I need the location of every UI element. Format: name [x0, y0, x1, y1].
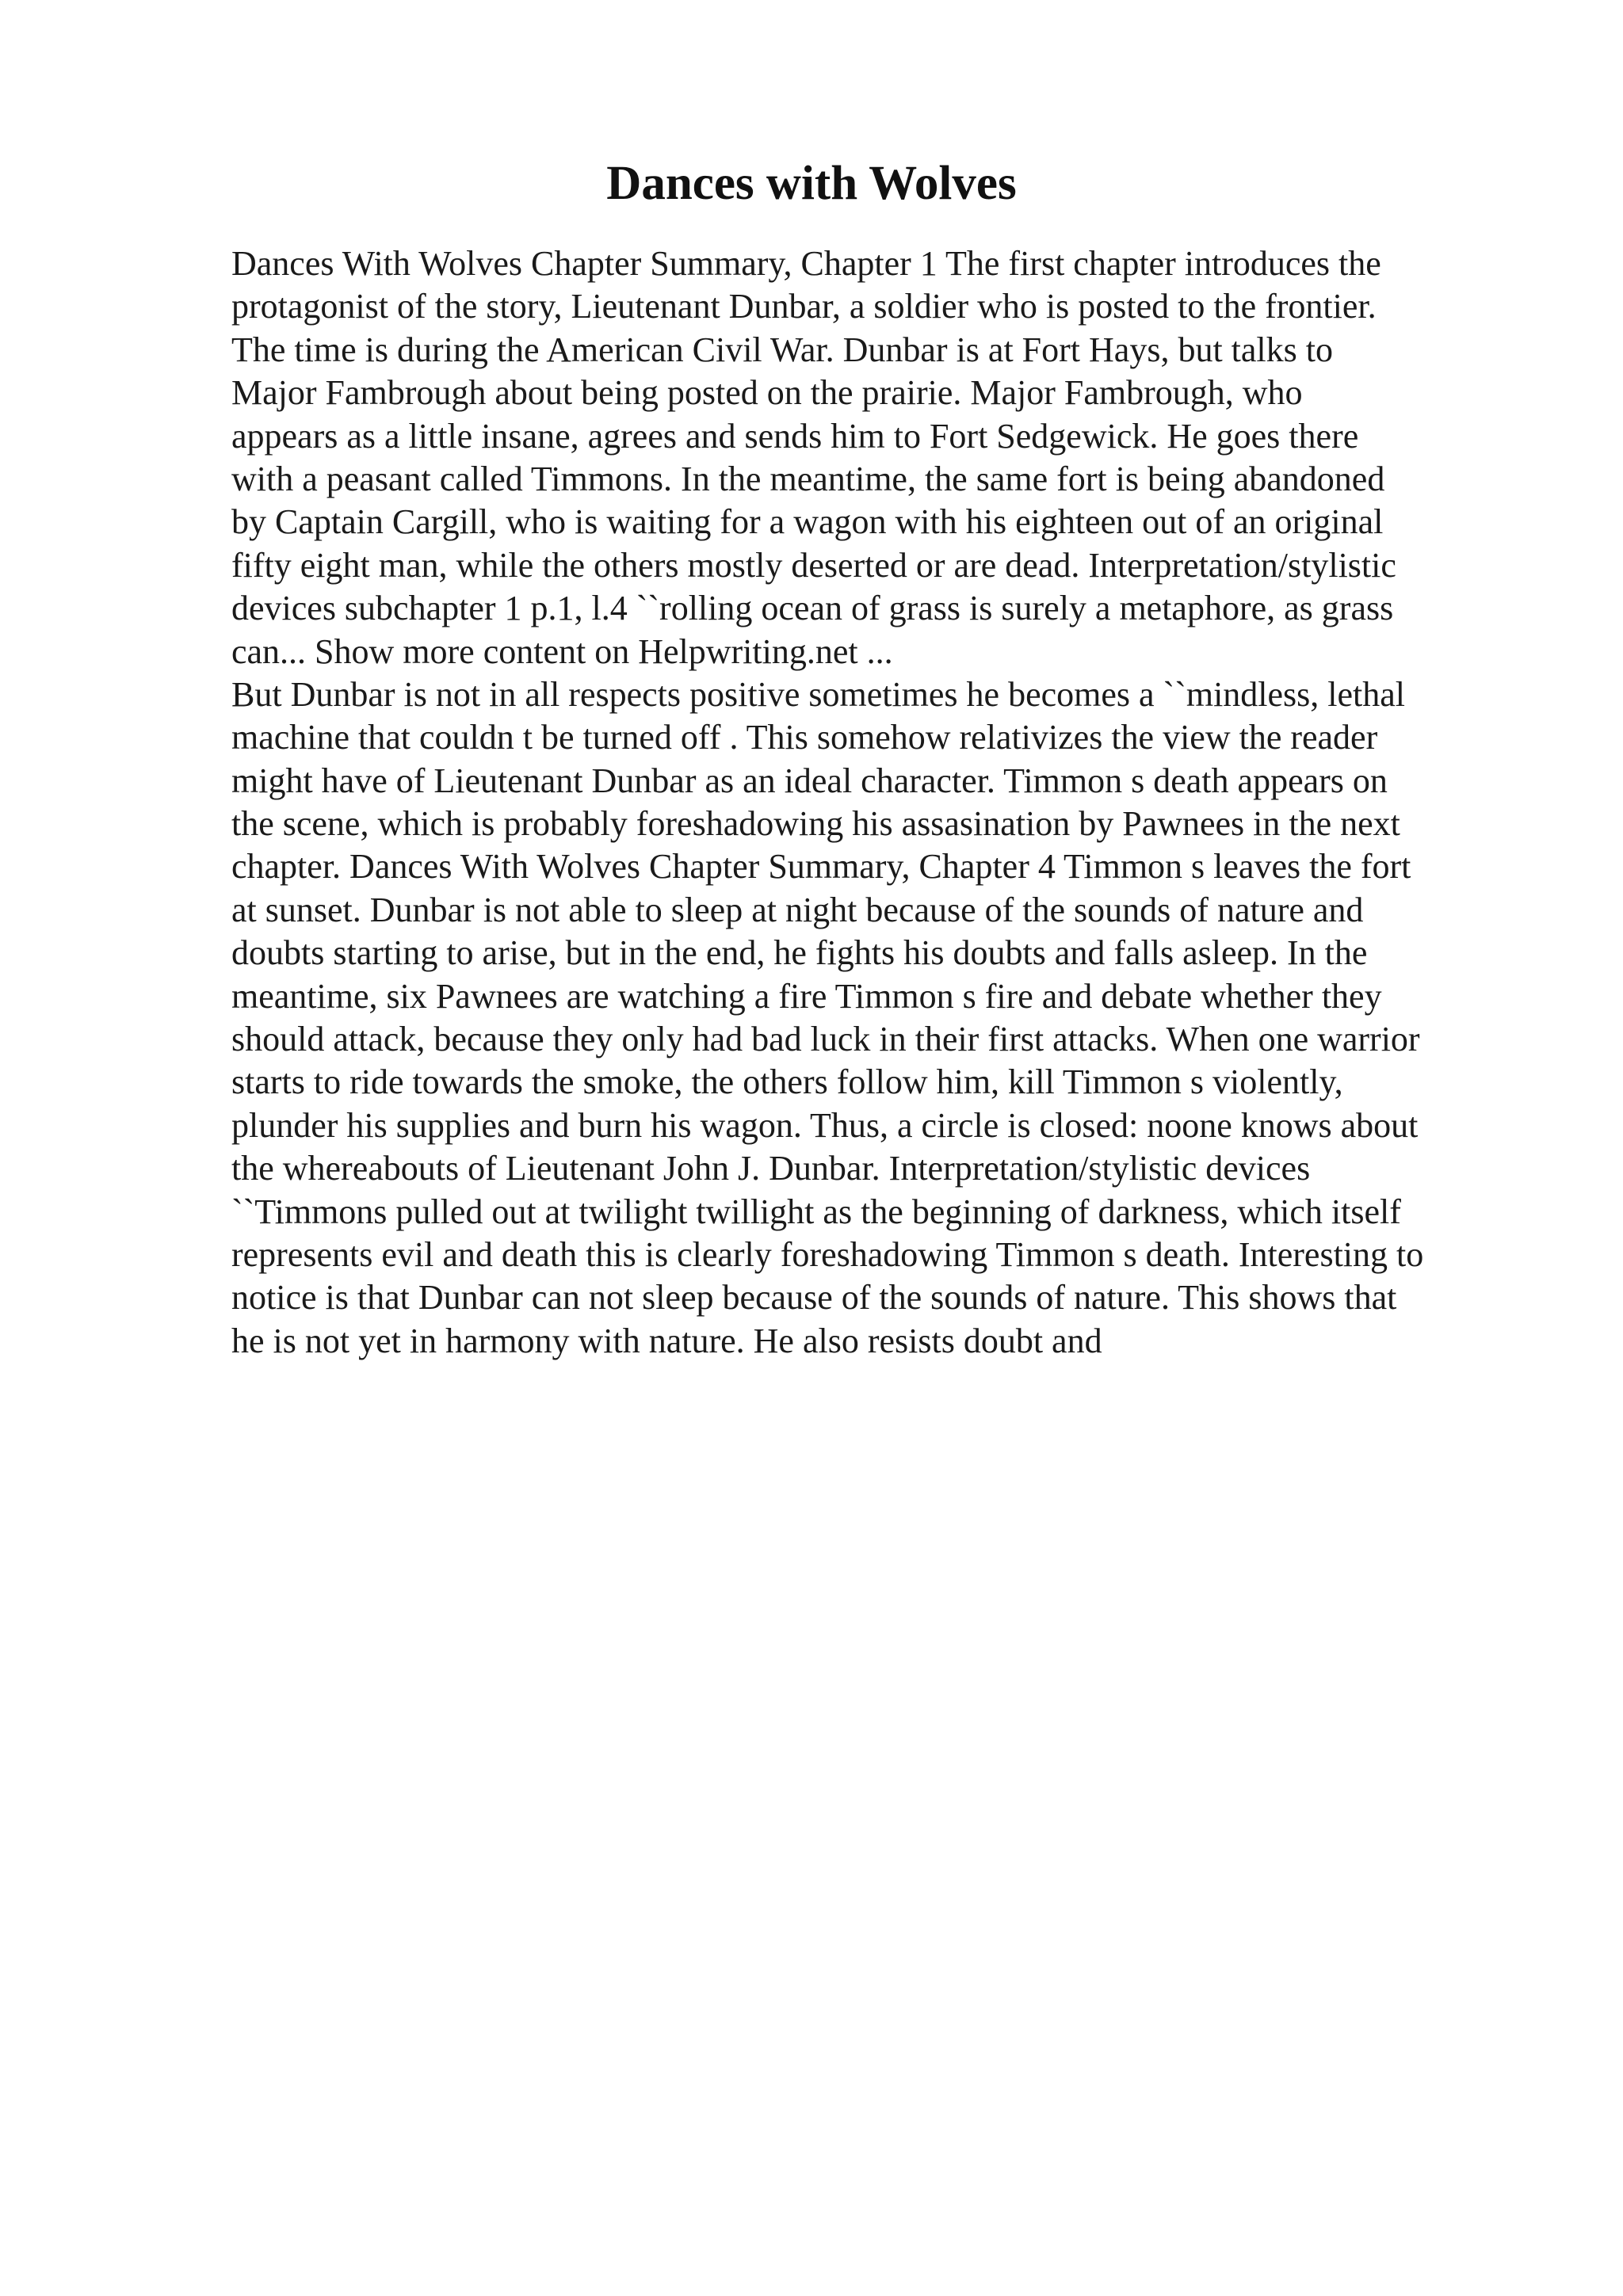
body-text-line: with a peasant called Timmons. In the meantime, the same fort is being abandoned [231, 459, 1385, 498]
body-text-line: chapter. Dances With Wolves Chapter Summary, Chapter 4 Timmon s leaves the fort [231, 847, 1411, 887]
body-text-line: Dances With Wolves Chapter Summary, Chapter 1 The first chapter introduces the [231, 244, 1381, 283]
body-text-line: can... Show more content on Helpwriting.net ... [231, 631, 893, 671]
body-text-line: plunder his supplies and burn his wagon. Thus, a circle is closed: noone knows about [231, 1105, 1419, 1145]
body-text-line: the whereabouts of Lieutenant John J. Dunbar. Interpretation/stylistic devices [231, 1149, 1311, 1188]
body-text-line: ``Timmons pulled out at twilight twillight as the beginning of darkness, which itself [231, 1192, 1401, 1231]
body-text-line: notice is that Dunbar can not sleep because of the sounds of nature. This shows that [231, 1278, 1397, 1318]
body-text-line: meantime, six Pawnees are watching a fire Timmon s fire and debate whether they [231, 976, 1382, 1016]
body-text-line: protagonist of the story, Lieutenant Dunbar, a soldier who is posted to the frontier. [231, 287, 1377, 326]
body-text-line: he is not yet in harmony with nature. He also resists doubt and [231, 1321, 1102, 1360]
body-text-line: devices subchapter 1 p.1, l.4 ``rolling ocean of grass is surely a metaphore, as grass [231, 589, 1394, 628]
body-text-line: machine that couldn t be turned off . This somehow relativizes the view the reader [231, 718, 1378, 757]
document-body [231, 242, 1515, 1363]
body-text-line: should attack, because they only had bad luck in their first attacks. When one warrior [231, 1020, 1420, 1059]
body-text-line: the scene, which is probably foreshadowing his assasination by Pawnees in the next [231, 804, 1400, 844]
body-text-line: Major Fambrough about being posted on the prairie. Major Fambrough, who [231, 373, 1303, 413]
body-text-line: But Dunbar is not in all respects positive sometimes he becomes a ``mindless, lethal [231, 674, 1406, 714]
body-text-line: The time is during the American Civil War. Dunbar is at Fort Hays, but talks to [231, 330, 1333, 369]
body-text-line: fifty eight man, while the others mostly deserted or are dead. Interpretation/stylistic [231, 545, 1396, 585]
body-text-line: starts to ride towards the smoke, the others follow him, kill Timmon s violently, [231, 1062, 1343, 1102]
body-text-line: at sunset. Dunbar is not able to sleep at night because of the sounds of nature and [231, 890, 1364, 929]
body-text-line: represents evil and death this is clearly foreshadowing Timmon s death. Interesting to [231, 1234, 1424, 1274]
body-text-line: appears as a little insane, agrees and sends him to Fort Sedgewick. He goes there [231, 416, 1359, 456]
document-title: Dances with Wolves [606, 157, 1017, 210]
body-text-line: might have of Lieutenant Dunbar as an ideal character. Timmon s death appears on [231, 761, 1388, 800]
body-text-line: by Captain Cargill, who is waiting for a wagon with his eighteen out of an original [231, 502, 1384, 542]
body-text-line: doubts starting to arise, but in the end, he fights his doubts and falls asleep. In the [231, 933, 1368, 973]
